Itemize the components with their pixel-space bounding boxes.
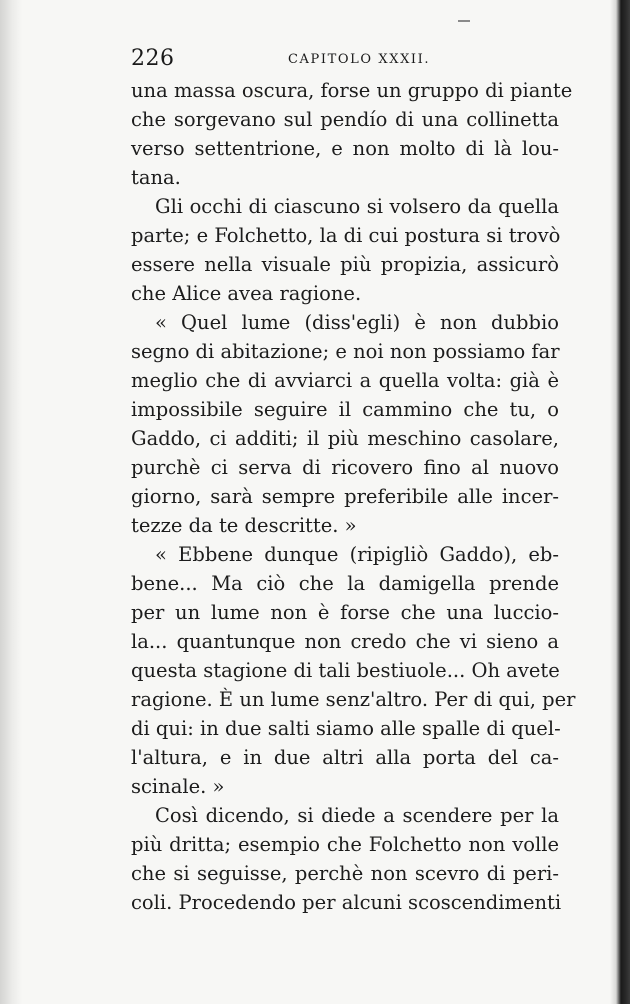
text-line: la... quantunque non credo che vi sieno a xyxy=(131,630,559,653)
text-line: parte; e Folchetto, la di cui postura si trovò xyxy=(131,224,561,247)
text-line: Gaddo, ci additi; il più meschino casolare, xyxy=(131,427,559,450)
text-line: scinale. » xyxy=(131,775,225,798)
text-line: di qui: in due salti siamo alle spalle di quel- xyxy=(131,717,561,740)
text-line: l'altura, e in due altri alla porta del ca- xyxy=(131,746,559,769)
paragraph-start-line: « Ebbene dunque (ripigliò Gaddo), eb- xyxy=(155,543,559,566)
text-line: che si seguisse, perchè non scevro di peri- xyxy=(131,862,559,885)
running-header xyxy=(131,46,563,74)
paragraph-start-line: « Quel lume (diss'egli) è non dubbio xyxy=(155,311,559,334)
text-line: tezze da te descritte. » xyxy=(131,514,357,537)
paragraph-start-line: Così dicendo, si diede a scendere per la xyxy=(155,804,559,827)
text-line: una massa oscura, forse un gruppo di piante xyxy=(131,79,573,102)
paragraph-start-line: Gli occhi di ciascuno si volsero da quella xyxy=(155,195,559,218)
text-line: bene... Ma ciò che la damigella prende xyxy=(131,572,559,595)
page-number: 226 xyxy=(131,46,175,71)
text-line: impossibile seguire il cammino che tu, o xyxy=(131,398,559,421)
text-line: questa stagione di tali bestiuole... Oh avete xyxy=(131,659,560,682)
chapter-title: CAPITOLO XXXII. xyxy=(288,52,431,67)
body-text xyxy=(131,76,576,917)
text-line: tana. xyxy=(131,166,181,189)
text-line: più dritta; esempio che Folchetto non volle xyxy=(131,833,559,856)
text-line: verso settentrione, e non molto di là lou- xyxy=(131,137,559,160)
page-edge xyxy=(610,0,630,1004)
text-line: giorno, sarà sempre preferibile alle incer- xyxy=(131,485,559,508)
text-line: che sorgevano sul pendío di una collinetta xyxy=(131,108,559,131)
text-line: segno di abitazione; e noi non possiamo far xyxy=(131,340,560,363)
printing-mark xyxy=(458,20,470,22)
text-line: purchè ci serva di ricovero fino al nuovo xyxy=(131,456,559,479)
binding-gutter-shadow xyxy=(0,0,22,1004)
text-line: per un lume non è forse che una luccio- xyxy=(131,601,559,624)
text-line: essere nella visuale più propizia, assicurò xyxy=(131,253,559,276)
text-line: meglio che di avviarci a quella volta: già è xyxy=(131,369,559,392)
text-line: che Alice avea ragione. xyxy=(131,282,362,305)
text-line: ragione. È un lume senz'altro. Per di qui, per xyxy=(131,688,576,711)
text-line: coli. Procedendo per alcuni scoscendimenti xyxy=(131,891,562,914)
